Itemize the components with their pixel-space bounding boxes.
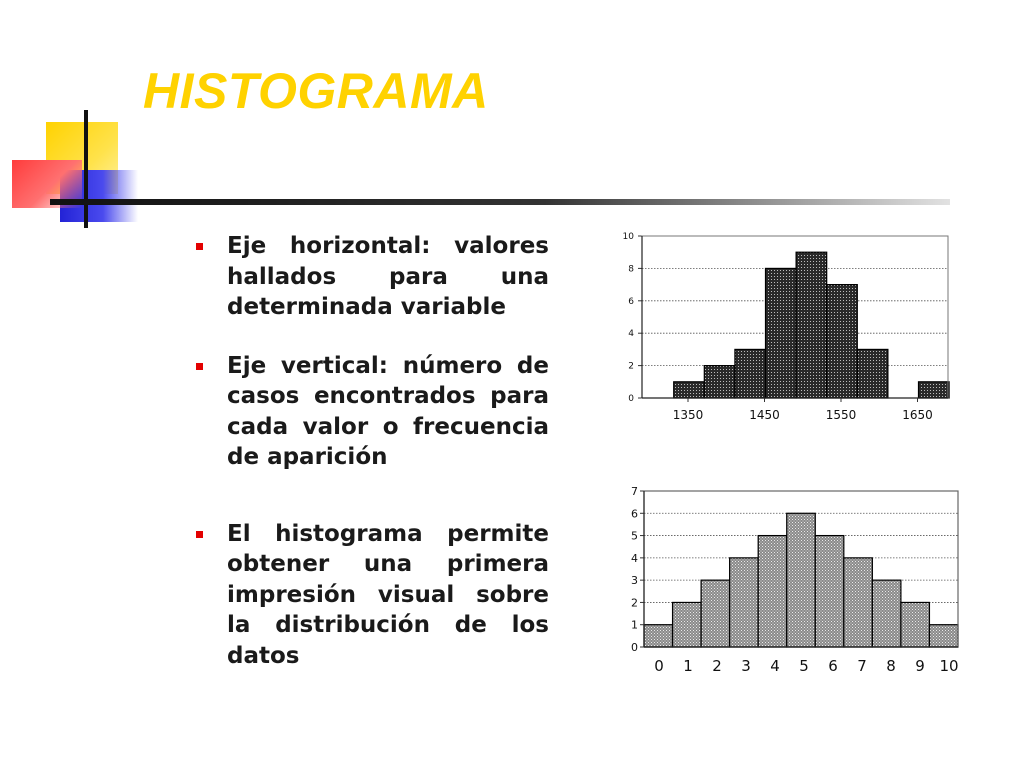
histogram-bar [827,285,858,398]
bullet-list [196,231,549,699]
y-tick-label: 0 [628,394,634,404]
x-tick-label: 8 [886,657,896,675]
x-tick-label: 0 [654,657,664,675]
y-tick-label: 1 [631,618,638,632]
x-tick-label: 1 [683,657,693,675]
histogram-bar [857,349,888,398]
histogram-bar [815,536,844,647]
bullet-item: El histograma permite obtener una primera impresión visual sobre la distribución de los datos [196,519,549,672]
y-tick-label: 4 [631,551,638,565]
x-tick-label: 1350 [672,408,704,422]
histogram-bar [644,625,673,647]
y-tick-label: 3 [631,574,638,588]
x-tick-label: 10 [939,657,959,675]
bullet-item: Eje horizontal: valores hallados para una determinada variable [196,231,549,323]
histogram-bar [735,349,766,398]
histogram-bar [872,580,901,647]
y-tick-label: 7 [631,485,638,498]
x-tick-label: 1450 [749,408,780,422]
x-tick-label: 7 [857,657,867,675]
y-tick-label: 6 [631,507,638,521]
y-tick-label: 8 [628,264,634,275]
histogram-bar [901,602,930,647]
histogram-bar [701,580,730,647]
histogram-bar [704,366,735,398]
x-tick-label: 9 [915,657,925,675]
y-tick-label: 10 [622,232,634,242]
histogram-bar [758,536,787,647]
histogram-bar [796,252,827,398]
histogram-bar [766,268,797,398]
page-title: HISTOGRAMA [143,63,489,119]
x-tick-label: 3 [741,657,751,675]
bullet-item: Eje vertical: número de casos encontrados para cada valor o frecuencia de aparición [196,351,549,473]
y-tick-label: 6 [628,296,634,307]
x-tick-label: 1550 [825,408,857,422]
histogram-bar [787,513,816,647]
y-tick-label: 0 [631,641,638,654]
histogram-bar [919,382,950,398]
x-tick-label: 1650 [902,408,933,422]
histogram-bar [844,558,873,647]
title-rule [50,199,950,205]
x-tick-label: 6 [828,657,838,675]
histogram-bar [730,558,759,647]
histogram-bar [674,382,705,398]
y-tick-label: 2 [631,596,638,610]
deco-vertical-line [84,110,88,228]
x-tick-label: 5 [799,657,809,675]
histogram-chart-1 [618,228,954,428]
histogram-bar [929,625,958,647]
y-tick-label: 2 [628,361,634,372]
y-tick-label: 4 [628,329,634,340]
histogram-bar [673,602,702,647]
x-tick-label: 2 [712,657,722,675]
histogram-chart-2 [624,480,964,680]
x-tick-label: 4 [770,657,780,675]
y-tick-label: 5 [631,529,638,543]
